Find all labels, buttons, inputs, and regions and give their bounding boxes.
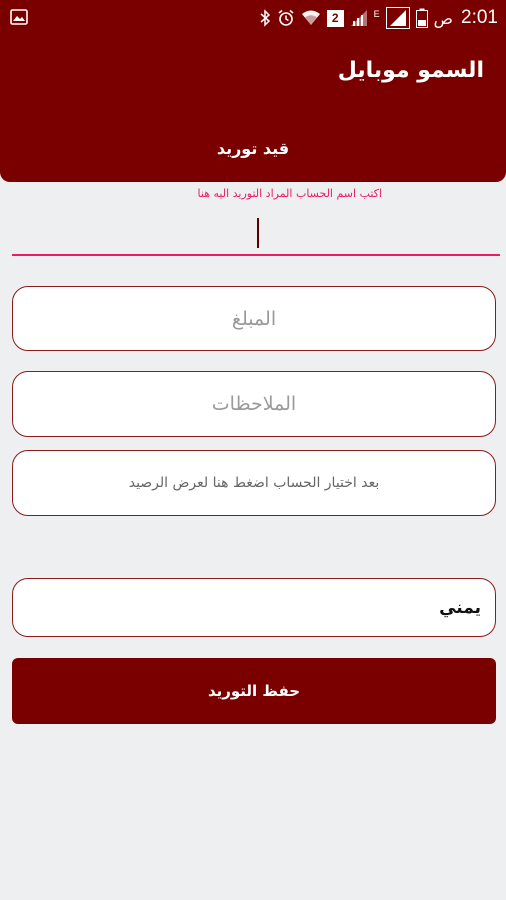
ampm-label: ص bbox=[433, 8, 454, 28]
sim-2-icon: 2 bbox=[327, 10, 344, 27]
amount-input[interactable] bbox=[12, 286, 496, 351]
wifi-icon bbox=[301, 9, 321, 27]
show-balance-label: بعد اختيار الحساب اضغط هنا لعرض الرصيد bbox=[128, 475, 380, 491]
signal-full-icon bbox=[386, 7, 410, 29]
network-type-label: E bbox=[373, 9, 380, 19]
currency-selected-value: يمني bbox=[439, 597, 481, 618]
section-title: قيد توريد bbox=[216, 138, 290, 158]
app-title: السمو موبايل bbox=[337, 58, 484, 83]
bluetooth-icon bbox=[259, 9, 271, 27]
save-deposit-button[interactable] bbox=[12, 658, 496, 724]
amount-placeholder: المبلغ bbox=[231, 307, 277, 330]
battery-icon bbox=[416, 8, 428, 28]
notes-placeholder: الملاحظات bbox=[211, 393, 297, 415]
account-name-input[interactable] bbox=[12, 210, 500, 256]
app-bar bbox=[0, 36, 506, 114]
section-header bbox=[0, 114, 506, 182]
image-icon bbox=[10, 9, 28, 25]
account-field-hint: اكتب اسم الحساب المراد التوريد اليه هنا bbox=[197, 187, 382, 200]
clock-time: 2:01 bbox=[461, 7, 498, 28]
text-cursor bbox=[257, 218, 259, 248]
status-icons bbox=[259, 6, 498, 30]
currency-select[interactable] bbox=[12, 578, 496, 637]
signal-icon bbox=[350, 9, 368, 27]
status-bar bbox=[0, 0, 506, 36]
show-balance-button[interactable] bbox=[12, 450, 496, 516]
alarm-icon bbox=[277, 9, 295, 27]
notes-input[interactable] bbox=[12, 371, 496, 437]
save-deposit-label: حفظ التوريد bbox=[207, 682, 301, 700]
